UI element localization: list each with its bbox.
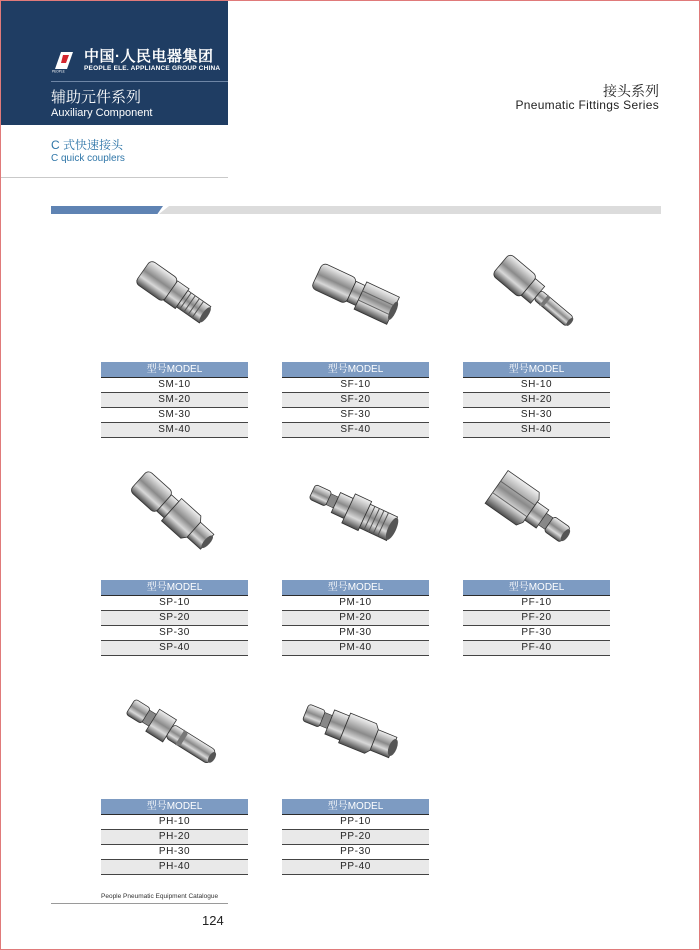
model-row: PH-10 (101, 815, 248, 830)
model-row: PF-10 (463, 596, 610, 611)
section-divider (1, 177, 228, 178)
series-title-en: Pneumatic Fittings Series (515, 98, 659, 112)
model-header: 型号MODEL (463, 580, 610, 596)
brand-logo (51, 49, 220, 73)
model-row: PH-40 (101, 860, 248, 875)
fitting-sh-icon (463, 241, 610, 351)
model-header: 型号MODEL (463, 362, 610, 378)
model-header: 型号MODEL (282, 362, 429, 378)
model-row: PF-30 (463, 626, 610, 641)
model-row: SH-10 (463, 378, 610, 393)
model-row: SH-20 (463, 393, 610, 408)
fitting-sp-icon (101, 459, 248, 569)
model-row: PP-30 (282, 845, 429, 860)
model-table (101, 580, 248, 656)
model-header: 型号MODEL (282, 580, 429, 596)
model-row: PM-30 (282, 626, 429, 641)
model-header: 型号MODEL (101, 580, 248, 596)
section-title-en: C quick couplers (51, 153, 125, 164)
model-row: PM-20 (282, 611, 429, 626)
model-row: SP-20 (101, 611, 248, 626)
brand-name-cn: 中国·人民电器集团 (84, 48, 214, 65)
fitting-sf-icon (282, 241, 429, 351)
model-header: 型号MODEL (101, 362, 248, 378)
model-row: SF-40 (282, 423, 429, 438)
model-table (101, 362, 248, 438)
model-row: SH-40 (463, 423, 610, 438)
model-row: SP-40 (101, 641, 248, 656)
model-row: PP-20 (282, 830, 429, 845)
model-row: PH-20 (101, 830, 248, 845)
model-header: 型号MODEL (101, 799, 248, 815)
model-row: PM-40 (282, 641, 429, 656)
model-table (282, 799, 429, 875)
model-row: PP-10 (282, 815, 429, 830)
model-header: 型号MODEL (282, 799, 429, 815)
category-title-cn: 辅助元件系列 (51, 89, 142, 106)
catalogue-name: People Pneumatic Equipment Catalogue (101, 893, 219, 900)
brand-name-en: PEOPLE ELE. APPLIANCE GROUP CHINA (84, 65, 221, 72)
model-row: SF-30 (282, 408, 429, 423)
model-row: SM-10 (101, 378, 248, 393)
model-row: PM-10 (282, 596, 429, 611)
model-row: SM-30 (101, 408, 248, 423)
fitting-sm-icon (101, 241, 248, 351)
logo-mark-text: PEOPLE (52, 69, 65, 73)
category-title-en: Auxiliary Component (51, 107, 153, 119)
brand-divider (51, 81, 228, 82)
model-table (463, 362, 610, 438)
footer-divider (51, 903, 228, 904)
decorative-band (51, 206, 661, 214)
model-row: SP-10 (101, 596, 248, 611)
fitting-pf-icon (463, 459, 610, 569)
model-row: SM-40 (101, 423, 248, 438)
model-row: PF-20 (463, 611, 610, 626)
model-table (463, 580, 610, 656)
model-row: PP-40 (282, 860, 429, 875)
model-row: PH-30 (101, 845, 248, 860)
model-row: SH-30 (463, 408, 610, 423)
section-title-cn: C 式快速接头 (51, 138, 124, 152)
fitting-pm-icon (282, 459, 429, 569)
model-row: SP-30 (101, 626, 248, 641)
brand-header (1, 1, 228, 125)
fitting-pp-icon (282, 679, 429, 789)
model-row: SF-10 (282, 378, 429, 393)
model-table (101, 799, 248, 875)
model-table (282, 580, 429, 656)
model-row: PF-40 (463, 641, 610, 656)
model-table (282, 362, 429, 438)
page-number: 124 (202, 913, 224, 928)
fitting-ph-icon (101, 679, 248, 789)
series-title-cn: 接头系列 (603, 83, 659, 99)
people-logo-icon (51, 49, 78, 73)
model-row: SF-20 (282, 393, 429, 408)
model-row: SM-20 (101, 393, 248, 408)
